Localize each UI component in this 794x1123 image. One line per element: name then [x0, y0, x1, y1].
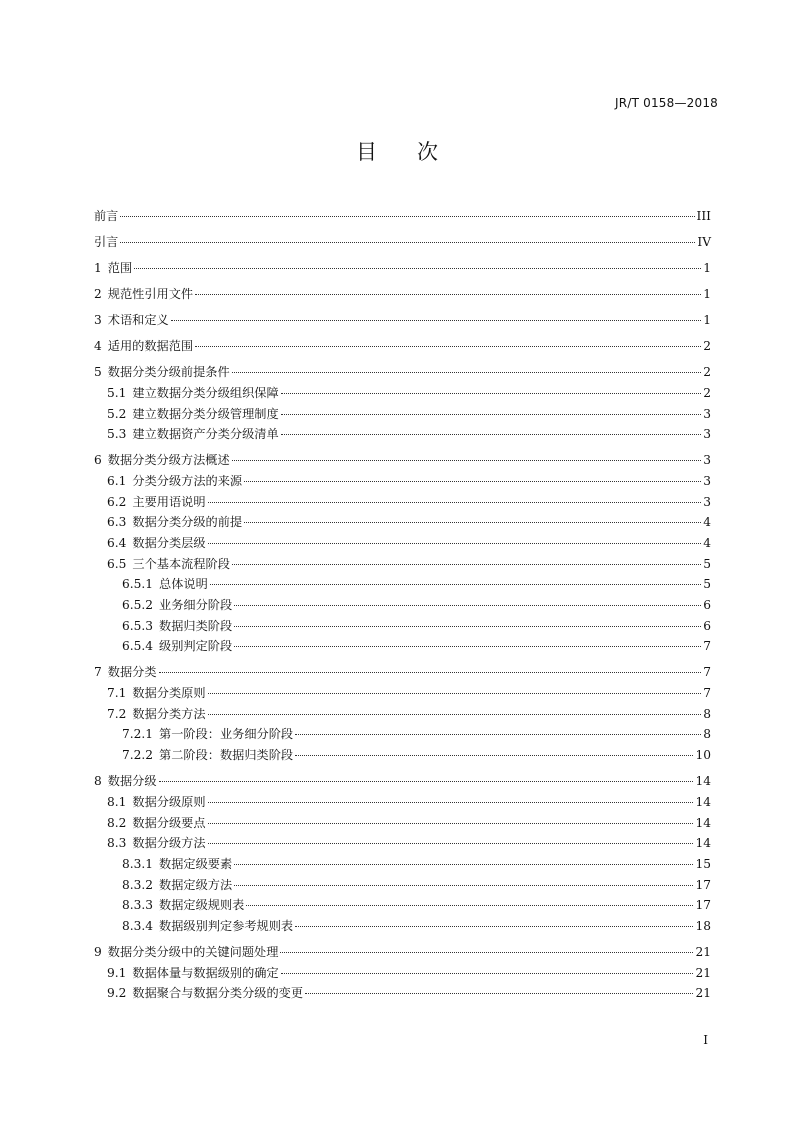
- toc-entry-text: 前言: [94, 209, 119, 224]
- toc-entry[interactable]: [94, 207, 711, 228]
- toc-entry[interactable]: [94, 363, 711, 384]
- toc-dot-leader: [208, 693, 701, 694]
- toc-entry-label: [122, 596, 232, 613]
- toc-entry-page: 17: [695, 877, 711, 892]
- toc-entry-number: 4: [94, 339, 102, 354]
- toc-dot-leader: [208, 543, 701, 544]
- toc-entry-number: 8.3.2: [122, 877, 154, 892]
- toc-entry-label: [94, 337, 193, 354]
- toc-entry-text: 总体说明: [159, 577, 208, 592]
- toc-dot-leader: [120, 242, 695, 243]
- toc-entry-number: 6.3: [107, 515, 127, 530]
- toc-entry[interactable]: [94, 493, 711, 514]
- toc-entry[interactable]: [94, 259, 711, 280]
- toc-dot-leader: [295, 755, 693, 756]
- toc-entry-text: 数据分类原则: [132, 686, 206, 701]
- toc-entry[interactable]: [94, 472, 711, 493]
- toc-entry-number: 5.2: [107, 406, 127, 421]
- toc-entry-number: 7.1: [107, 686, 127, 701]
- toc-entry[interactable]: [94, 814, 711, 835]
- toc-entry-label: [107, 964, 279, 981]
- toc-entry[interactable]: [94, 684, 711, 705]
- toc-entry-number: 5: [94, 365, 102, 380]
- toc-entry-number: 6: [94, 453, 102, 468]
- toc-dot-leader: [120, 216, 694, 217]
- toc-entry[interactable]: [94, 746, 711, 767]
- toc-entry-number: 8: [94, 774, 102, 789]
- toc-entry-label: [94, 233, 118, 250]
- toc-entry[interactable]: [94, 513, 711, 534]
- toc-dot-leader: [244, 481, 701, 482]
- toc-entry-text: 建立数据分类分级管理制度: [132, 406, 279, 421]
- toc-entry[interactable]: [94, 855, 711, 876]
- toc-entry[interactable]: [94, 425, 711, 446]
- toc-entry-number: 9: [94, 944, 102, 959]
- toc-entry-text: 数据体量与数据级别的确定: [132, 965, 279, 980]
- toc-entry[interactable]: [94, 964, 711, 985]
- page-title: 目次: [356, 140, 478, 164]
- toc-entry-page: 3: [703, 453, 711, 468]
- toc-entry[interactable]: [94, 575, 711, 596]
- toc-entry[interactable]: [94, 943, 711, 964]
- toc-entry-page: 10: [695, 748, 711, 763]
- toc-entry-page: 4: [703, 515, 711, 530]
- toc-entry[interactable]: [94, 984, 711, 1005]
- toc-entry-page: 2: [703, 365, 711, 380]
- toc-entry-label: [107, 513, 242, 530]
- toc-entry-page: 4: [703, 536, 711, 550]
- toc-entry-page: 17: [695, 898, 711, 913]
- toc-entry-text: 数据分级原则: [132, 794, 206, 809]
- toc-entry-number: 8.3.3: [122, 898, 154, 913]
- toc-entry-label: [94, 451, 230, 468]
- toc-entry-text: 第一阶段：业务细分阶段: [159, 727, 294, 742]
- toc-dot-leader: [281, 973, 694, 974]
- toc-entry-page: 21: [695, 965, 711, 980]
- toc-dot-leader: [195, 294, 701, 295]
- toc-entry-page: 21: [695, 986, 711, 1001]
- toc-entry-page: 1: [703, 287, 711, 302]
- toc-entry-text: 级别判定阶段: [159, 639, 233, 654]
- toc-entry[interactable]: [94, 285, 711, 306]
- toc-entry-label: [107, 814, 206, 831]
- toc-dot-leader: [159, 672, 701, 673]
- toc-entry-text: 数据定级规则表: [159, 898, 245, 913]
- toc-entry-text: 分类分级方法的来源: [132, 473, 243, 488]
- toc-entry-label: [122, 746, 293, 763]
- toc-entry[interactable]: [94, 451, 711, 472]
- toc-entry[interactable]: [94, 793, 711, 814]
- toc-entry-number: 8.2: [107, 815, 127, 830]
- table-of-contents: [94, 202, 711, 1005]
- toc-dot-leader: [305, 993, 693, 994]
- toc-entry[interactable]: [94, 555, 711, 576]
- toc-entry-page: 7: [703, 639, 711, 654]
- toc-dot-leader: [210, 584, 701, 585]
- toc-entry-number: 9.1: [107, 965, 127, 980]
- toc-entry-label: [94, 663, 157, 680]
- toc-entry-text: 业务细分阶段: [159, 598, 233, 613]
- toc-dot-leader: [232, 460, 701, 461]
- toc-entry[interactable]: [94, 663, 711, 684]
- toc-entry[interactable]: [94, 617, 711, 638]
- toc-entry-number: 6.5: [107, 556, 127, 571]
- toc-entry-page: 6: [703, 598, 711, 613]
- toc-entry-number: 6.5.3: [122, 618, 154, 633]
- toc-entry-text: 规范性引用文件: [107, 287, 194, 302]
- toc-dot-leader: [171, 320, 701, 321]
- toc-dot-leader: [208, 802, 694, 803]
- toc-entry-label: [94, 772, 157, 789]
- toc-entry-label: [107, 984, 303, 1001]
- toc-dot-leader: [234, 626, 701, 627]
- toc-entry-text: 数据级别判定参考规则表: [159, 918, 294, 933]
- toc-entry-label: [122, 637, 232, 654]
- toc-entry-text: 建立数据分类分级组织保障: [132, 385, 279, 400]
- toc-entry-number: 5.3: [107, 427, 127, 442]
- toc-entry-label: [107, 684, 206, 701]
- toc-entry-page: 3: [703, 406, 711, 421]
- toc-entry-number: 6.1: [107, 473, 127, 488]
- toc-entry[interactable]: [94, 534, 711, 555]
- toc-dot-leader: [159, 781, 694, 782]
- toc-dot-leader: [295, 926, 693, 927]
- toc-entry-number: 7.2.1: [122, 727, 154, 742]
- toc-entry-number: 6.4: [107, 536, 127, 550]
- toc-entry[interactable]: [94, 725, 711, 746]
- toc-dot-leader: [234, 605, 701, 606]
- toc-entry[interactable]: [94, 876, 711, 897]
- toc-entry[interactable]: [94, 405, 711, 426]
- toc-entry-text: 第二阶段：数据归类阶段: [159, 748, 294, 763]
- toc-entry-number: 1: [94, 261, 102, 276]
- toc-entry-page: 1: [703, 261, 711, 276]
- toc-entry-text: 数据分类分级的前提: [132, 515, 243, 530]
- toc-entry-text: 数据分级: [107, 774, 157, 789]
- toc-entry-page: 5: [703, 577, 711, 592]
- toc-entry[interactable]: [94, 233, 711, 254]
- toc-entry-label: [107, 705, 206, 722]
- toc-entry-page: 15: [695, 856, 711, 871]
- toc-dot-leader: [208, 843, 694, 844]
- toc-entry-text: 引言: [94, 235, 119, 250]
- toc-entry-page: 3: [703, 427, 711, 442]
- toc-entry-text: 数据分类层级: [132, 536, 206, 550]
- toc-entry-text: 数据定级方法: [159, 877, 233, 892]
- toc-entry-text: 适用的数据范围: [107, 339, 194, 354]
- toc-entry-text: 范围: [107, 261, 133, 276]
- toc-entry-label: [122, 725, 293, 742]
- toc-entry-page: III: [696, 209, 711, 224]
- toc-entry-label: [107, 493, 206, 510]
- toc-entry-label: [94, 259, 132, 276]
- toc-dot-leader: [281, 434, 701, 435]
- toc-entry-page: 14: [695, 836, 711, 851]
- toc-dot-leader: [234, 885, 693, 886]
- toc-entry-text: 数据分类方法: [132, 706, 206, 721]
- toc-entry-text: 建立数据资产分类分级清单: [132, 427, 279, 442]
- toc-entry-label: [94, 311, 169, 328]
- toc-entry-label: [122, 855, 232, 872]
- toc-entry-page: 3: [703, 473, 711, 488]
- toc-entry[interactable]: [94, 917, 711, 938]
- toc-entry-number: 2: [94, 287, 102, 302]
- page-number: I: [703, 1033, 708, 1047]
- toc-entry-number: 6.5.1: [122, 577, 154, 592]
- toc-entry-label: [107, 405, 279, 422]
- toc-entry-label: [107, 834, 206, 851]
- toc-entry-label: [94, 363, 230, 380]
- toc-entry-page: IV: [697, 235, 711, 250]
- toc-dot-leader: [280, 952, 693, 953]
- toc-entry-text: 数据分类: [107, 665, 157, 680]
- toc-entry-page: 7: [703, 686, 711, 701]
- toc-entry-label: [107, 555, 230, 572]
- toc-entry-number: 3: [94, 313, 102, 328]
- toc-entry[interactable]: [94, 772, 711, 793]
- toc-dot-leader: [295, 734, 701, 735]
- toc-entry-label: [94, 285, 193, 302]
- toc-entry[interactable]: [94, 596, 711, 617]
- toc-entry-label: [122, 617, 232, 634]
- toc-entry[interactable]: [94, 637, 711, 658]
- toc-dot-leader: [232, 372, 701, 373]
- toc-entry[interactable]: [94, 337, 711, 358]
- toc-entry-number: 6.5.2: [122, 598, 154, 613]
- toc-entry-text: 数据分类分级方法概述: [107, 453, 230, 468]
- toc-entry-page: 14: [695, 815, 711, 830]
- toc-entry-number: 8.3.4: [122, 918, 154, 933]
- toc-entry-label: [122, 575, 208, 592]
- toc-entry-page: 1: [703, 313, 711, 328]
- toc-entry-text: 数据分类分级中的关键问题处理: [107, 944, 279, 959]
- toc-entry-label: [94, 207, 118, 224]
- toc-entry-page: 6: [703, 618, 711, 633]
- toc-entry[interactable]: [94, 896, 711, 917]
- toc-entry-page: 2: [703, 339, 711, 354]
- toc-entry-page: 21: [695, 944, 711, 959]
- toc-entry-text: 数据分级方法: [132, 836, 206, 851]
- toc-entry-number: 6.2: [107, 494, 127, 509]
- toc-entry-page: 14: [695, 774, 711, 789]
- toc-entry[interactable]: [94, 311, 711, 332]
- toc-entry-number: 8.1: [107, 794, 127, 809]
- toc-dot-leader: [234, 864, 693, 865]
- toc-entry-text: 术语和定义: [107, 313, 169, 328]
- toc-dot-leader: [281, 393, 701, 394]
- toc-entry-label: [122, 896, 244, 913]
- toc-dot-leader: [281, 414, 701, 415]
- toc-entry-label: [122, 917, 293, 934]
- toc-entry-label: [107, 384, 279, 401]
- toc-entry-page: 8: [703, 706, 711, 721]
- toc-dot-leader: [195, 346, 701, 347]
- toc-entry-number: 5.1: [107, 385, 127, 400]
- toc-dot-leader: [234, 646, 701, 647]
- toc-entry-page: 18: [695, 918, 711, 933]
- toc-entry-text: 数据定级要素: [159, 856, 233, 871]
- toc-entry-text: 数据分级要点: [132, 815, 206, 830]
- toc-entry-number: 9.2: [107, 986, 127, 1001]
- toc-entry-number: 7.2.2: [122, 748, 154, 763]
- toc-dot-leader: [208, 714, 701, 715]
- toc-dot-leader: [232, 564, 701, 565]
- toc-entry-page: 14: [695, 794, 711, 809]
- toc-entry-text: 三个基本流程阶段: [132, 556, 230, 571]
- toc-entry-label: [107, 793, 206, 810]
- toc-entry-label: [94, 943, 278, 960]
- toc-entry-page: 2: [703, 385, 711, 400]
- toc-entry-number: 6.5.4: [122, 639, 154, 654]
- toc-entry-label: [107, 425, 279, 442]
- toc-entry-label: [107, 534, 206, 551]
- toc-entry-text: 数据归类阶段: [159, 618, 233, 633]
- toc-entry-page: 5: [703, 556, 711, 571]
- toc-entry-label: [107, 472, 242, 489]
- toc-dot-leader: [246, 905, 693, 906]
- toc-entry-page: 3: [703, 494, 711, 509]
- toc-entry-text: 数据分类分级前提条件: [107, 365, 230, 380]
- toc-dot-leader: [208, 823, 694, 824]
- toc-entry-text: 主要用语说明: [132, 494, 206, 509]
- toc-entry-number: 7: [94, 665, 102, 680]
- toc-entry[interactable]: [94, 834, 711, 855]
- toc-entry[interactable]: [94, 384, 711, 405]
- toc-dot-leader: [244, 522, 701, 523]
- toc-entry-label: [122, 876, 232, 893]
- toc-dot-leader: [208, 502, 701, 503]
- toc-entry-page: 7: [703, 665, 711, 680]
- toc-entry-number: 7.2: [107, 706, 127, 721]
- standard-code: JR/T 0158—2018: [615, 96, 718, 110]
- toc-entry-number: 8.3: [107, 836, 127, 851]
- toc-entry[interactable]: [94, 705, 711, 726]
- toc-entry-number: 8.3.1: [122, 856, 154, 871]
- toc-entry-text: 数据聚合与数据分类分级的变更: [132, 986, 304, 1001]
- toc-dot-leader: [134, 268, 701, 269]
- toc-entry-page: 8: [703, 727, 711, 742]
